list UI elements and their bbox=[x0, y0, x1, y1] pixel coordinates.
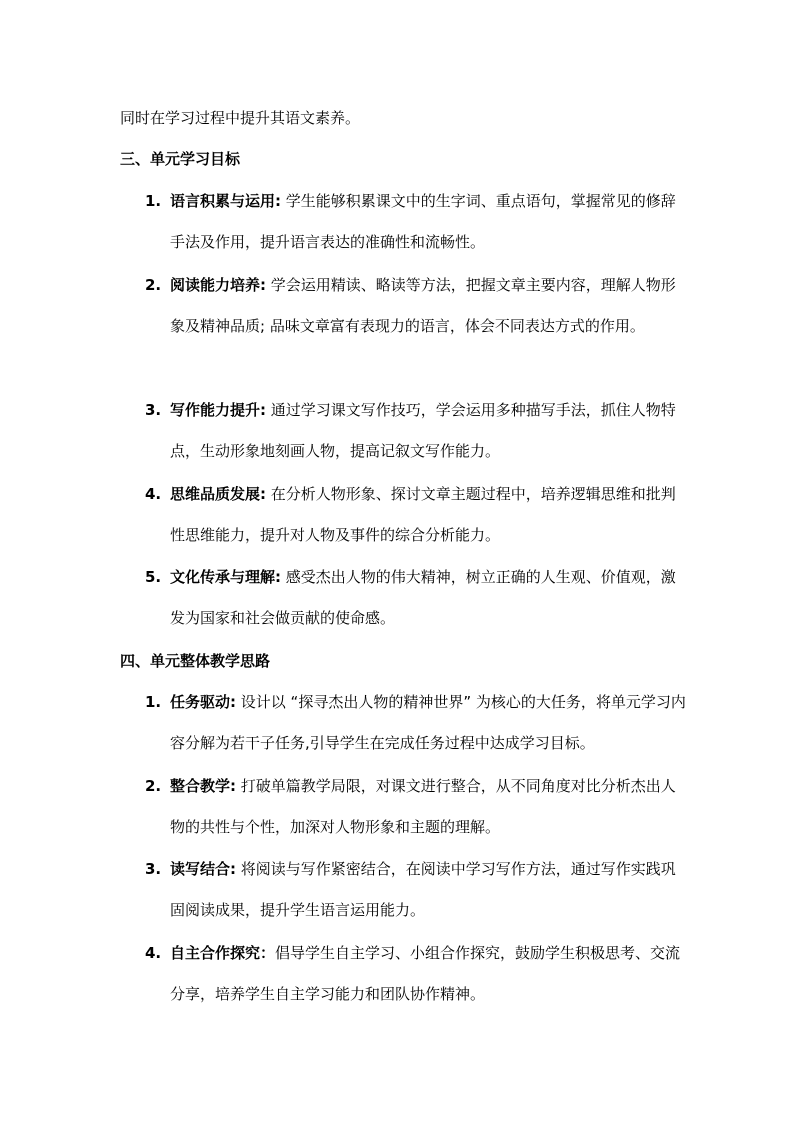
item-body: 打破单篇教学局限，对课文进行整合，从不同角度对比分析杰出人物的共性与个性，加深对人物形象和主题的理解。 bbox=[170, 776, 676, 836]
item-colon: ： bbox=[260, 943, 276, 962]
item-body: 将阅读与写作紧密结合，在阅读中学习写作方法，通过写作实践巩固阅读成果，提升学生语言运用能力。 bbox=[170, 859, 676, 919]
item-text bbox=[170, 557, 690, 639]
section-heading-learning-goals: 三、单元学习目标 bbox=[120, 150, 241, 168]
item-number: 1. bbox=[145, 693, 162, 711]
item-term: 自主合作探究 bbox=[170, 943, 261, 962]
item-term: 读写结合 bbox=[170, 859, 231, 878]
item-number: 3. bbox=[145, 860, 162, 878]
item-body: 学生能够积累课文中的生字词、重点语句，掌握常见的修辞手法及作用，提升语言表达的准确性和流畅性。 bbox=[170, 191, 676, 251]
item-colon: : bbox=[230, 692, 237, 711]
item-term: 思维品质发展 bbox=[170, 484, 261, 503]
item-colon: : bbox=[275, 567, 282, 586]
item-number: 4. bbox=[145, 944, 162, 962]
item-number: 1. bbox=[145, 192, 162, 210]
section-heading-teaching-approach: 四、单元整体教学思路 bbox=[120, 652, 271, 670]
item-body: 感受杰出人物的伟大精神，树立正确的人生观、价值观，激发为国家和社会做贡献的使命感。 bbox=[170, 567, 676, 627]
item-term: 语言积累与运用 bbox=[170, 191, 276, 210]
item-text bbox=[170, 265, 690, 347]
item-colon: : bbox=[260, 275, 267, 294]
item-body: 设计以 “探寻杰出人物的精神世界” 为核心的大任务，将单元学习内容分解为若干子任务,引导学生在完成任务过程中达成学习目标。 bbox=[170, 692, 686, 752]
item-text bbox=[170, 933, 690, 1015]
item-colon: : bbox=[230, 859, 237, 878]
item-term: 任务驱动 bbox=[170, 692, 231, 711]
item-colon: : bbox=[260, 484, 267, 503]
item-term: 文化传承与理解 bbox=[170, 567, 276, 586]
item-text bbox=[170, 390, 690, 472]
intro-line: 同时在学习过程中提升其语文素养。 bbox=[120, 109, 361, 127]
item-colon: : bbox=[230, 776, 237, 795]
item-text bbox=[170, 181, 690, 263]
item-text bbox=[170, 682, 690, 764]
item-number: 3. bbox=[145, 401, 162, 419]
item-number: 5. bbox=[145, 568, 162, 586]
item-body: 在分析人物形象、探讨文章主题过程中，培养逻辑思维和批判性思维能力，提升对人物及事件的综合分析能力。 bbox=[170, 484, 676, 544]
item-number: 2. bbox=[145, 276, 162, 294]
item-term: 整合教学 bbox=[170, 776, 231, 795]
item-body: 学会运用精读、略读等方法，把握文章主要内容，理解人物形象及精神品质; 品味文章富有表现力的语言，体会不同表达方式的作用。 bbox=[170, 275, 676, 335]
item-colon: : bbox=[275, 191, 282, 210]
item-text bbox=[170, 849, 690, 931]
item-number: 4. bbox=[145, 485, 162, 503]
item-text bbox=[170, 474, 690, 556]
item-number: 2. bbox=[145, 777, 162, 795]
item-body: 倡导学生自主学习、小组合作探究，鼓励学生积极思考、交流分享，培养学生自主学习能力和团队协作精神。 bbox=[170, 943, 681, 1003]
item-colon: : bbox=[260, 400, 267, 419]
item-term: 写作能力提升 bbox=[170, 400, 261, 419]
item-body: 通过学习课文写作技巧，学会运用多种描写手法，抓住人物特点，生动形象地刻画人物，提高记叙文写作能力。 bbox=[170, 400, 676, 460]
item-term: 阅读能力培养 bbox=[170, 275, 261, 294]
item-text bbox=[170, 766, 690, 848]
